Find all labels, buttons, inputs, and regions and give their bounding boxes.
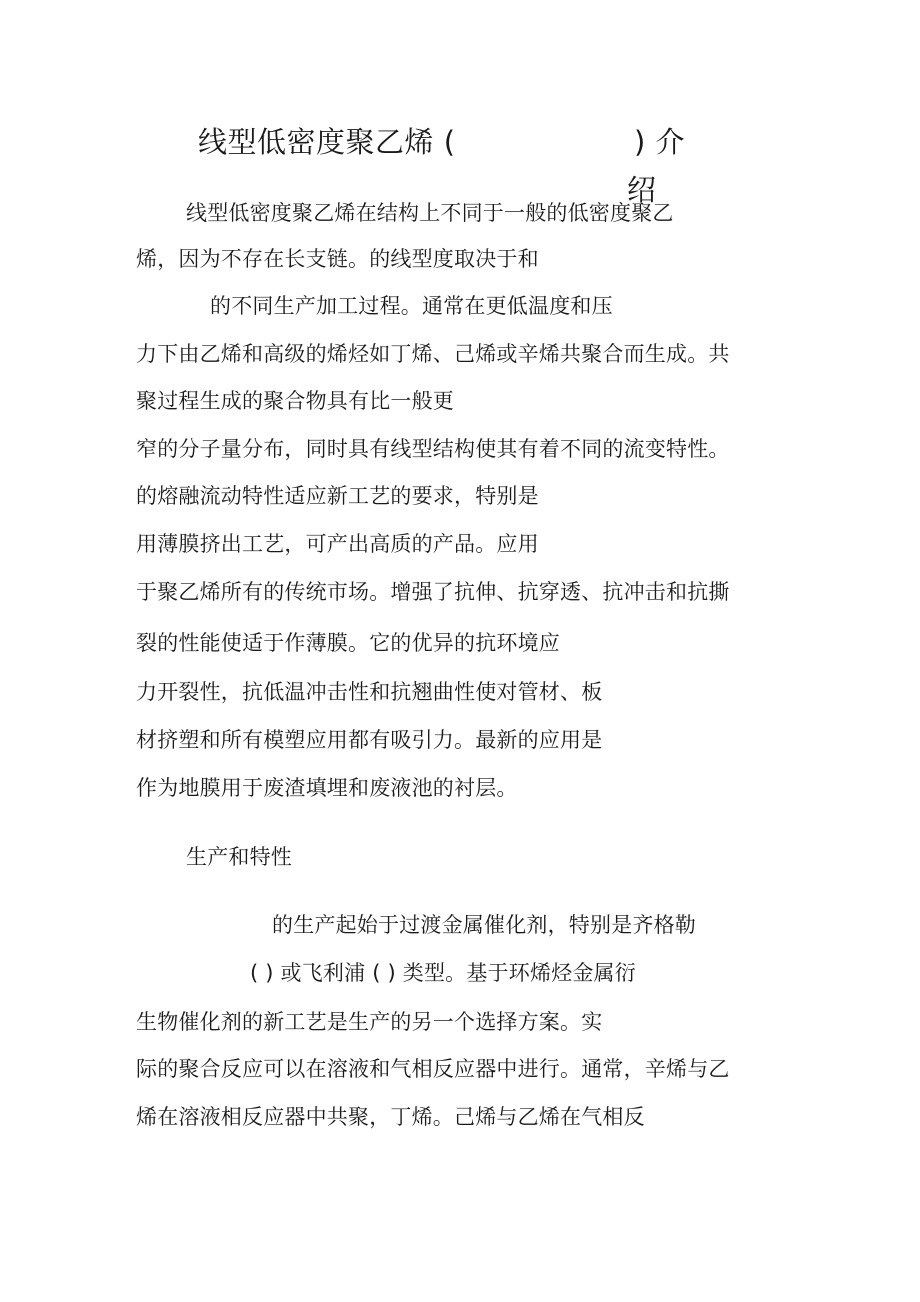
paragraph-line-4: 力下由乙烯和高级的烯烃如丁烯、己烯或辛烯共聚合而生成。共 [136,342,730,366]
document-title-part1: 线型低密度聚乙烯 ( [198,125,456,159]
paragraph-line-12: 材挤塑和所有模塑应用都有吸引力。最新的应用是 [136,728,603,752]
paragraph-line-9: 于聚乙烯所有的传统市场。增强了抗伸、抗穿透、抗冲击和抗撕 [136,580,730,604]
section-heading: 生产和特性 [186,845,292,869]
paragraph-line-5: 聚过程生成的聚合物具有比一般更 [136,389,454,413]
section-line-5: 烯在溶液相反应器中共聚，丁烯。己烯与乙烯在气相反 [136,1105,645,1129]
section-line-3: 生物催化剂的新工艺是生产的另一个选择方案。实 [136,1010,603,1034]
document-title-part3: 绍 [627,173,657,207]
paragraph-line-8: 用薄膜挤出工艺，可产出高质的产品。应用 [136,532,539,556]
paragraph-line-3: 的不同生产加工过程。通常在更低温度和压 [210,294,613,318]
section-line-2: ( ) 或飞利浦 ( ) 类型。基于环烯烃金属衍 [250,961,636,985]
paragraph-line-2: 烯，因为不存在长支链。的线型度取决于和 [136,247,539,271]
paragraph-line-13: 作为地膜用于废渣填埋和废液池的衬层。 [136,776,518,800]
paragraph-line-10: 裂的性能使适于作薄膜。它的优异的抗环境应 [136,631,560,655]
paragraph-line-11: 力开裂性，抗低温冲击性和抗翘曲性使对管材、板 [136,680,603,704]
document-title-part2: ) 介 [634,125,686,159]
section-line-4: 际的聚合反应可以在溶液和气相反应器中进行。通常，辛烯与乙 [136,1057,730,1081]
section-line-1: 的生产起始于过渡金属催化剂，特别是齐格勒 [272,913,696,937]
paragraph-line-6: 窄的分子量分布，同时具有线型结构使其有着不同的流变特性。 [136,437,730,461]
paragraph-line-1: 线型低密度聚乙烯在结构上不同于一般的低密度聚乙 [186,201,674,225]
paragraph-line-7: 的熔融流动特性适应新工艺的要求，特别是 [136,484,539,508]
